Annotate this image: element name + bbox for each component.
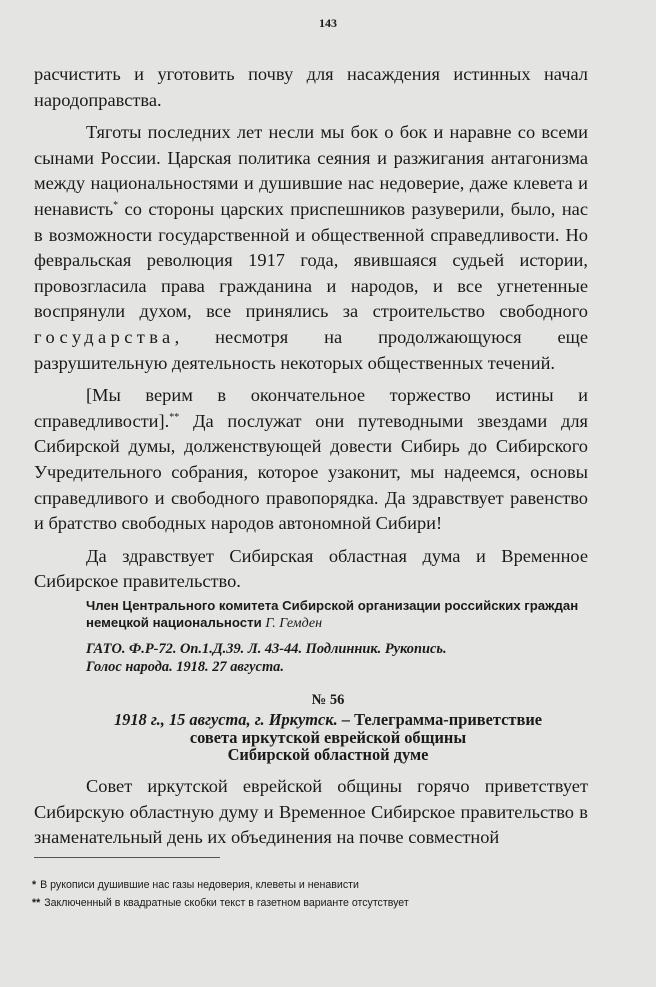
spaced-word: государства	[34, 326, 175, 347]
document-number: № 56	[311, 692, 345, 708]
paragraph-1: расчистить и уготовить почву для насаждения истинных начал народоправства.	[34, 64, 588, 110]
footnote-1: * В рукописи душившие нас газы недоверия, клеветы и ненависти	[32, 879, 359, 891]
paragraph-2: Тяготы последних лет несли мы бок о бок и наравне со всеми сынами России. Царская политика сеяния и разжигания антагонизма между национальностями и душившие нас недоверие, даже клевета и ненависть* со стороны царских приспешников разуверили, было, нас в возможности государственной и общественной справедливости. Но февральская революция 1917 года, явившаяся судьей истории, провозгласила права гражданина и народов, и все угнетенные воспрянули духом, все принялись за строительство свободного государства, несмотря на продолжающуюся еще разрушительную деятельность некоторых общественных течений.	[34, 122, 588, 373]
footnote-ref-2: **	[169, 411, 180, 423]
main-text-block	[34, 62, 588, 595]
archive-source: ГАТО. Ф.Р-72. Оп.1.Д.39. Л. 43-44. Подлинник. Рукопись. Голос народа. 1918. 27 августа.	[86, 641, 447, 675]
footnote-ref-1: *	[113, 199, 119, 211]
document-body	[34, 774, 588, 851]
signature-name: Г. Гемден	[265, 616, 323, 631]
document-heading: 1918 г., 15 августа, г. Иркутск. – Телеграмма-приветствие совета иркутской еврейской общины Сибирской областной думе	[113, 710, 543, 764]
paragraph-3: [Мы верим в окончательное торжество истины и справедливости].** Да послужат они путеводными звездами для Сибирской думы, долженствующей довести Сибирь до Сибирского Учредительного собрания, которое узаконит, мы надеемся, основы справедливого и свободного правопорядка. Да здравствует равенство и братство свободных народов автономной Сибири!	[34, 385, 588, 534]
signature: Член Центрального комитета Сибирской организации российских граждан немецкой национальности Г. Гемден	[86, 598, 579, 631]
footnote-divider	[34, 857, 220, 858]
document-date-place: 1918 г., 15 августа, г. Иркутск.	[113, 710, 338, 729]
paragraph-4: Да здравствует Сибирская областная дума и Временное Сибирское правительство.	[34, 545, 588, 592]
paragraph-5: Совет иркутской еврейской общины горячо приветствует Сибирскую областную думу и Временное Сибирское правительство в знаменательный день их объединения на почве совместной	[34, 776, 588, 848]
page-number: 143	[319, 16, 337, 30]
footnote-2: ** Заключенный в квадратные скобки текст в газетном варианте отсутствует	[32, 897, 409, 909]
